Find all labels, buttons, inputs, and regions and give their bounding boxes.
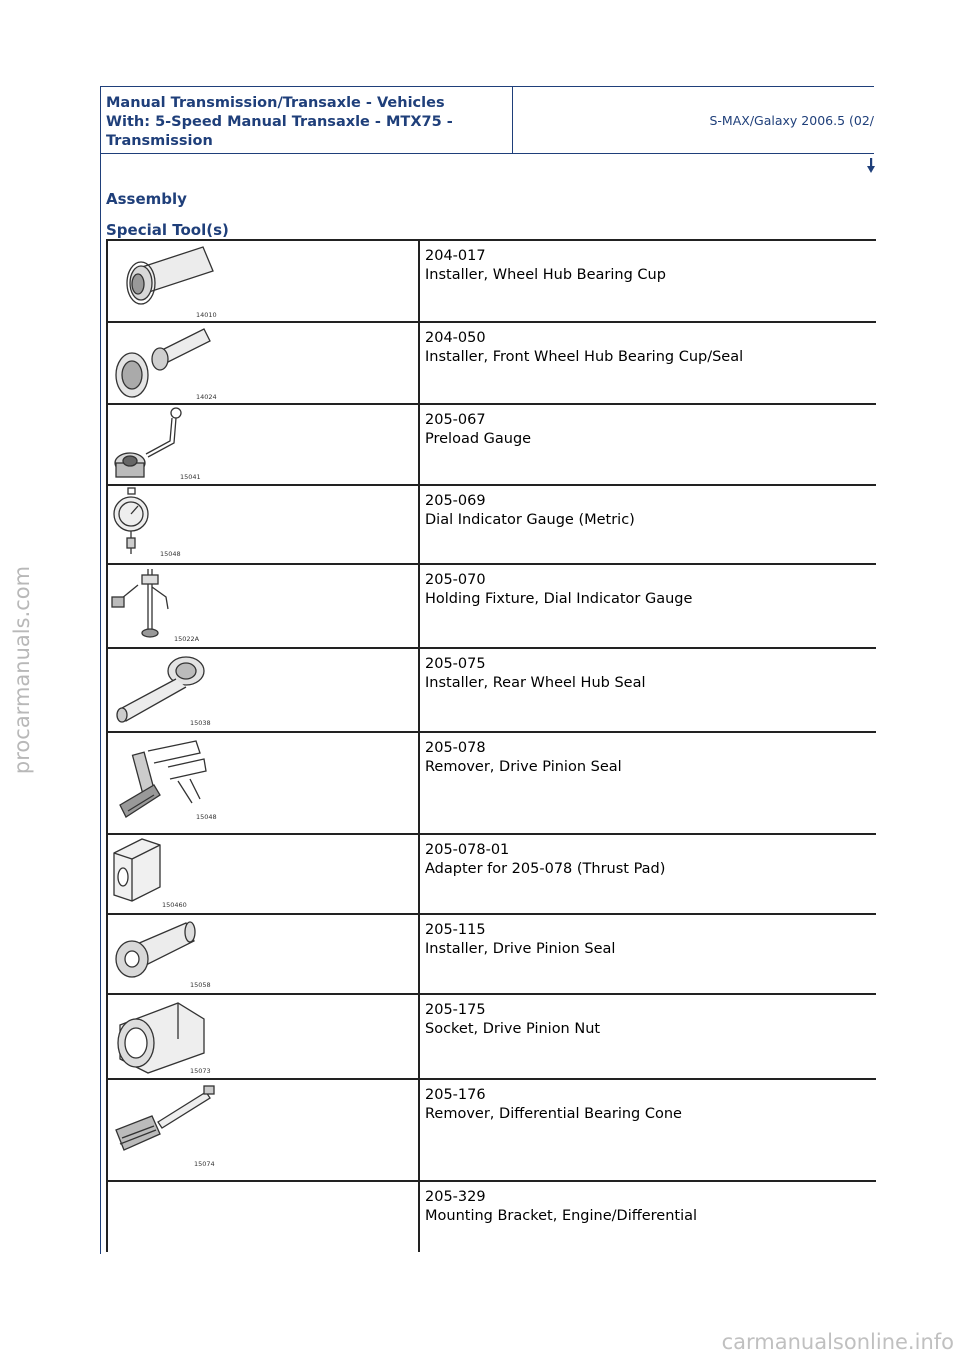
tool-image-label: 15058 (190, 981, 211, 989)
tool-row (108, 565, 876, 649)
tool-image (108, 995, 420, 1078)
tool-description (420, 323, 743, 403)
tool-name: Adapter for 205-078 (Thrust Pad) (425, 861, 666, 877)
tool-row (108, 486, 876, 565)
tool-name: Installer, Wheel Hub Bearing Cup (425, 267, 666, 283)
manual-page (100, 86, 874, 1254)
tool-image-label: 15022A (174, 635, 200, 643)
bottom-watermark: carmanualsonline.info (721, 1330, 954, 1354)
tool-image-label: 15048 (160, 550, 181, 558)
tool-image (108, 733, 420, 833)
tool-row (108, 733, 876, 835)
section-heading: Assembly (106, 190, 187, 208)
pinion-nut-socket-illustration (108, 995, 418, 1078)
tool-number: 205-078-01 (425, 842, 510, 858)
tool-description (420, 565, 692, 647)
tool-row (108, 1182, 876, 1252)
tool-image (108, 835, 420, 913)
tool-description (420, 405, 531, 484)
tool-image (108, 649, 420, 731)
tool-image-label: 15074 (194, 1160, 215, 1168)
tool-description (420, 1080, 682, 1180)
preload-gauge-illustration (108, 405, 418, 484)
rear-hub-seal-installer-illustration (108, 649, 418, 731)
tool-image-label: 150460 (162, 901, 187, 909)
tool-row (108, 915, 876, 995)
tool-image (108, 323, 420, 403)
tool-description (420, 486, 635, 563)
tool-description (420, 733, 622, 833)
tool-name: Remover, Differential Bearing Cone (425, 1106, 682, 1122)
tool-row (108, 835, 876, 915)
wheel-hub-installer-illustration (108, 241, 418, 321)
header-title-line-3: Transmission (106, 133, 213, 149)
pinion-seal-remover-illustration (108, 733, 418, 833)
tool-image-label: 14010 (196, 311, 217, 319)
tool-number: 205-115 (425, 922, 486, 938)
tool-number: 205-176 (425, 1087, 486, 1103)
header-title-line-2: With: 5-Speed Manual Transaxle - MTX75 - (106, 114, 453, 130)
tool-number: 205-329 (425, 1189, 486, 1205)
tool-name: Holding Fixture, Dial Indicator Gauge (425, 591, 693, 607)
tool-image (108, 1182, 420, 1252)
tool-row (108, 241, 876, 323)
tool-name: Preload Gauge (425, 431, 532, 447)
tool-name: Installer, Drive Pinion Seal (425, 941, 616, 957)
tool-number: 205-069 (425, 493, 486, 509)
tool-image-label: 15048 (196, 813, 217, 821)
tool-image (108, 486, 420, 563)
tool-row (108, 649, 876, 733)
tool-name: Mounting Bracket, Engine/Differential (425, 1208, 698, 1224)
tool-row (108, 405, 876, 486)
special-tools-heading: Special Tool(s) (106, 221, 229, 239)
tool-number: 205-075 (425, 656, 486, 672)
tool-number: 204-050 (425, 330, 486, 346)
tool-name: Remover, Drive Pinion Seal (425, 759, 622, 775)
tool-number: 204-017 (425, 248, 486, 264)
page-header (101, 86, 874, 154)
tool-image-label: 15073 (190, 1067, 211, 1075)
bearing-cone-remover-illustration (108, 1080, 418, 1180)
tool-name: Socket, Drive Pinion Nut (425, 1021, 601, 1037)
tool-name: Dial Indicator Gauge (Metric) (425, 512, 635, 528)
holding-fixture-illustration (108, 565, 418, 647)
tool-description (420, 835, 665, 913)
tool-row (108, 1080, 876, 1182)
side-watermark-text: procarmanuals.com (10, 565, 34, 775)
tool-image (108, 1080, 420, 1180)
header-title-line-1: Manual Transmission/Transaxle - Vehicles (106, 95, 445, 111)
tool-image (108, 241, 420, 321)
header-title (106, 94, 506, 151)
tool-name: Installer, Rear Wheel Hub Seal (425, 675, 646, 691)
tool-image-label: 15038 (190, 719, 211, 727)
tool-description (420, 649, 646, 731)
bearing-cup-seal-installer-illustration (108, 323, 418, 403)
side-watermark (2, 560, 42, 780)
dial-indicator-illustration (108, 486, 418, 563)
tool-number: 205-175 (425, 1002, 486, 1018)
special-tools-table (106, 239, 876, 1252)
tool-description (420, 241, 666, 321)
tool-row (108, 323, 876, 405)
tool-number: 205-070 (425, 572, 486, 588)
tool-row (108, 995, 876, 1080)
tool-image-label: 15041 (180, 473, 201, 481)
tool-name: Installer, Front Wheel Hub Bearing Cup/Seal (425, 349, 744, 365)
tool-description (420, 995, 600, 1078)
tool-image-label: 14024 (196, 393, 217, 401)
thrust-pad-adapter-illustration (108, 835, 418, 913)
tool-image (108, 565, 420, 647)
tool-description (420, 1182, 697, 1252)
tool-description (420, 915, 615, 993)
tool-number: 205-067 (425, 412, 486, 428)
header-model: S-MAX/Galaxy 2006.5 (02/ (709, 113, 874, 128)
tool-number: 205-078 (425, 740, 486, 756)
pinion-seal-installer-illustration (108, 915, 418, 993)
tool-image (108, 405, 420, 484)
nav-down-arrow-icon[interactable] (867, 158, 875, 174)
tool-image (108, 915, 420, 993)
